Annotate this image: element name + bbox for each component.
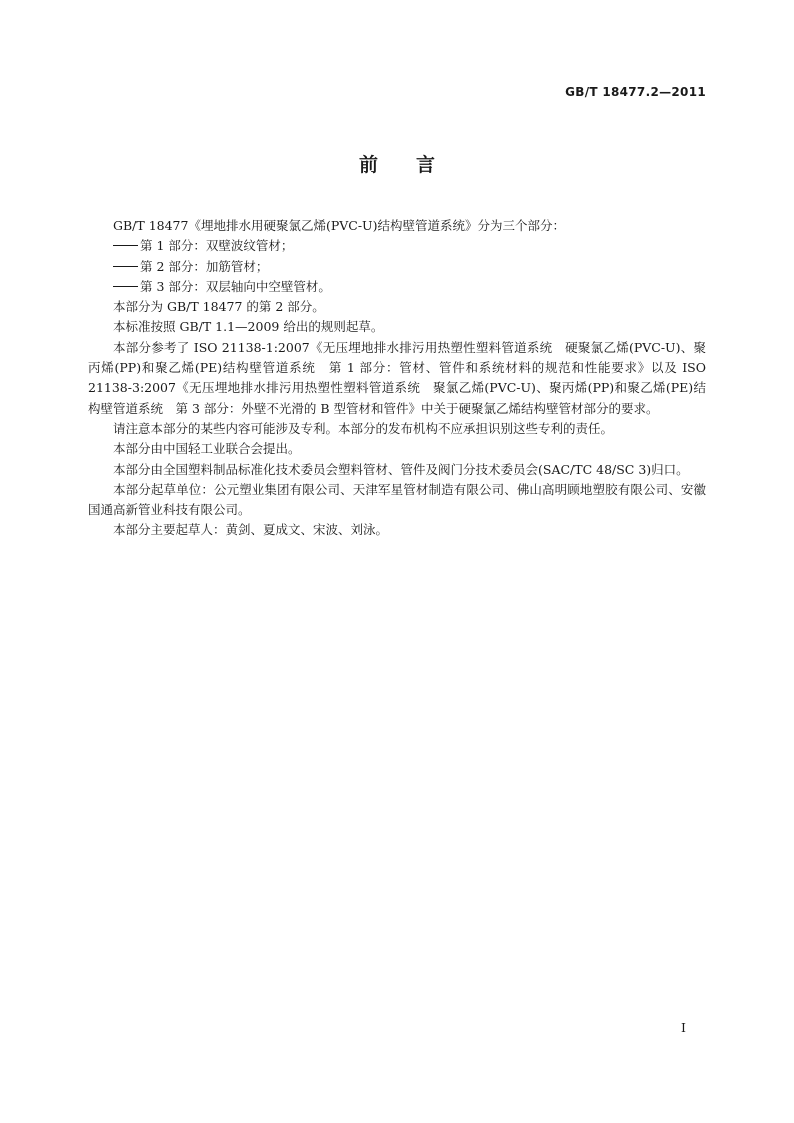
dash-mark — [113, 266, 138, 267]
intro-paragraph: GB/T 18477《埋地排水用硬聚氯乙烯(PVC-U)结构壁管道系统》分为三个部分： — [113, 218, 565, 233]
standard-code: GB/T 18477.2—2011 — [565, 85, 706, 99]
part-3-item — [88, 277, 706, 297]
part-3-text: 第 3 部分：双层轴向中空壁管材。 — [140, 278, 331, 294]
part-1-item — [88, 236, 706, 256]
dash-mark — [113, 286, 138, 287]
dash-mark — [113, 245, 138, 246]
page-number: I — [681, 1020, 686, 1035]
patent-notice-paragraph: 请注意本部分的某些内容可能涉及专利。本部分的发布机构不应承担识别这些专利的责任。 — [113, 420, 614, 436]
part-1-text: 第 1 部分：双壁波纹管材； — [140, 238, 294, 254]
part-2-item — [88, 257, 706, 277]
references-paragraph: 本部分参考了 ISO 21138-1:2007《无压埋地排水排污用热塑性塑料管道系统 硬聚氯乙烯(PVC-U)、聚丙烯(PP)和聚乙烯(PE)结构壁管道系统 第 1 部分：管材、管件和系统材料的规范和性能要求》以及 ISO 21138-3:2007《无压埋地排水排污用热塑性塑料管道系统 聚氯乙烯(PVC-U)、聚丙烯(PP)和聚乙烯(PE)结构壁管道系统 第 3 部分：外壁不光滑的 B 型管材和管件》中关于硬聚氯乙烯结构壁管材部分的要求。 — [88, 339, 706, 416]
proposed-by-paragraph: 本部分由中国轻工业联合会提出。 — [113, 441, 301, 457]
drafters-paragraph: 本部分主要起草人：黄剑、夏成文、宋波、刘泳。 — [113, 522, 389, 538]
managed-by-paragraph: 本部分由全国塑料制品标准化技术委员会塑料管材、管件及阀门分技术委员会(SAC/TC 48/SC 3)归口。 — [113, 461, 689, 477]
drafting-rules-paragraph: 本标准按照 GB/T 1.1—2009 给出的规则起草。 — [113, 319, 384, 335]
part-2-text: 第 2 部分：加筋管材； — [140, 258, 269, 274]
foreword-body — [88, 216, 706, 541]
this-part-paragraph: 本部分为 GB/T 18477 的第 2 部分。 — [113, 299, 325, 315]
page-title: 前言 — [358, 154, 473, 176]
drafting-units-paragraph: 本部分起草单位：公元塑业集团有限公司、天津军星管材制造有限公司、佛山高明顾地塑胶有限公司、安徽国通高新管业科技有限公司。 — [88, 481, 706, 518]
